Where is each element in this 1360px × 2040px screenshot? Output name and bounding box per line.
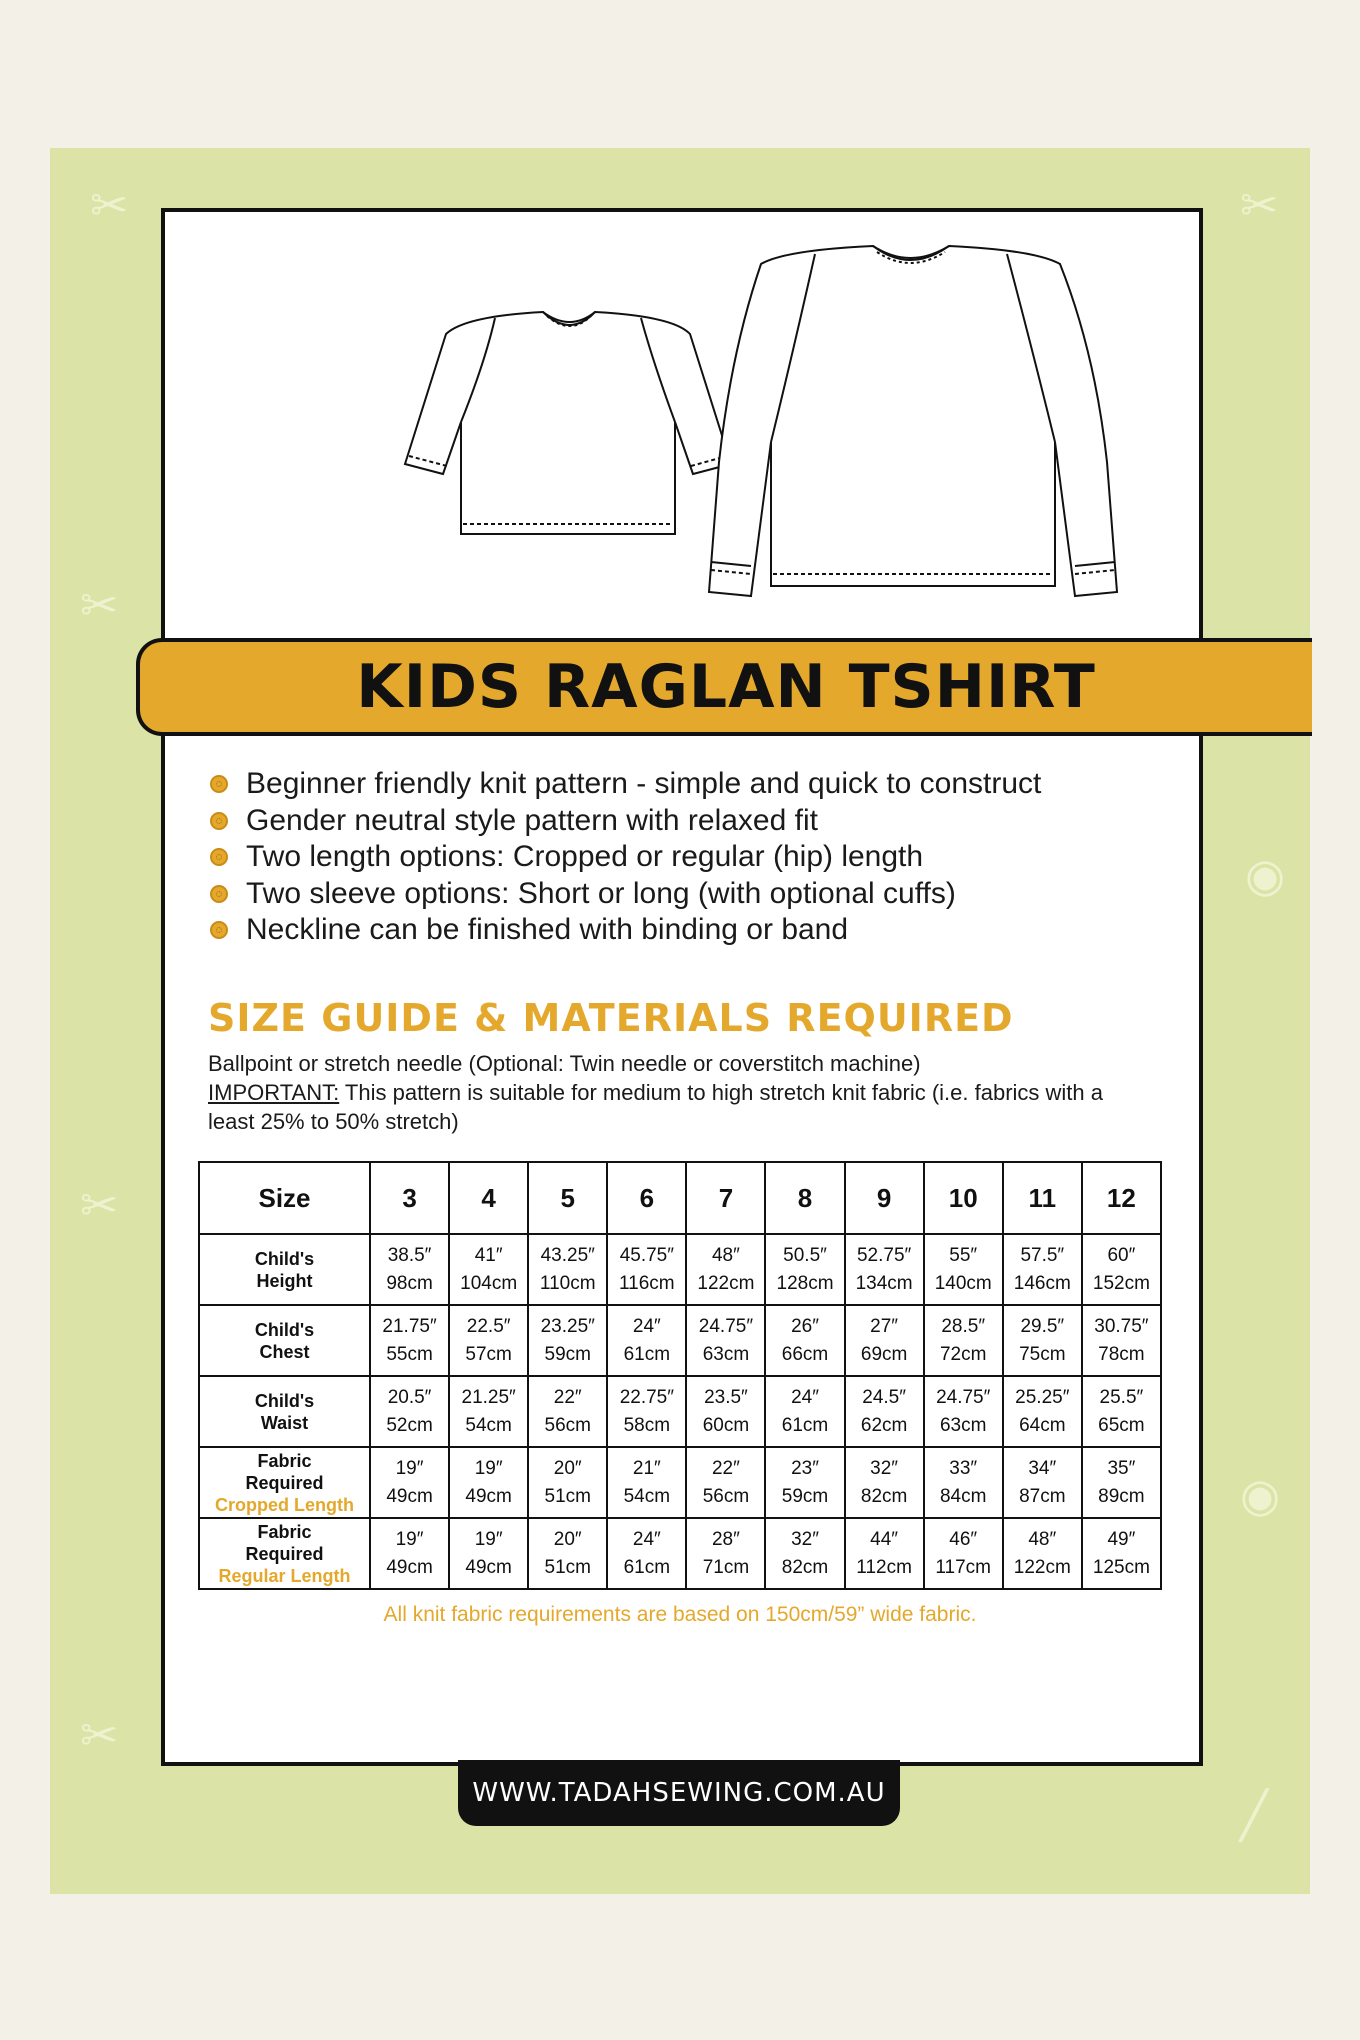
button-icon: ◉ — [1240, 1468, 1281, 1522]
size-header-cell: 9 — [845, 1162, 924, 1234]
table-cell — [528, 1376, 607, 1447]
table-row — [199, 1376, 1161, 1447]
button-bullet-icon — [210, 848, 228, 866]
feature-item: Two length options: Cropped or regular (hip) length — [210, 839, 1150, 876]
cell-cm: 49cm — [465, 1556, 512, 1578]
cell-inches: 34″ — [1028, 1457, 1057, 1479]
cell-cm: 71cm — [702, 1556, 750, 1578]
row-label-line: Fabric — [257, 1450, 312, 1471]
table-cell — [370, 1234, 449, 1305]
cell-inches: 32″ — [870, 1457, 899, 1479]
table-cell — [1003, 1376, 1082, 1447]
table-cell — [765, 1234, 844, 1305]
cell-cm: 128cm — [776, 1272, 834, 1294]
cell-cm: 61cm — [781, 1414, 829, 1436]
table-cell — [1082, 1305, 1161, 1376]
table-row — [199, 1234, 1161, 1305]
table-cell — [370, 1518, 449, 1589]
cell-cm: 61cm — [623, 1556, 671, 1578]
feature-list — [210, 766, 1150, 949]
page-title: KIDS RAGLAN TSHIRT — [356, 652, 1096, 722]
scissors-icon: ✂ — [1240, 178, 1279, 232]
row-label-line: Required — [245, 1472, 324, 1493]
cell-cm: 72cm — [939, 1343, 987, 1365]
needle-note: Ballpoint or stretch needle (Optional: Twin needle or coverstitch machine) — [208, 1051, 921, 1076]
row-label-length: Regular Length — [218, 1565, 351, 1586]
cell-inches: 49″ — [1107, 1528, 1136, 1550]
cell-inches: 21.25″ — [461, 1386, 516, 1408]
important-label: IMPORTANT: — [208, 1080, 340, 1105]
cell-cm: 58cm — [623, 1414, 671, 1436]
cell-inches: 20″ — [553, 1528, 582, 1550]
title-banner — [136, 638, 1312, 736]
table-cell — [765, 1305, 844, 1376]
table-cell — [1082, 1234, 1161, 1305]
cell-cm: 62cm — [860, 1414, 908, 1436]
size-header-cell: 8 — [765, 1162, 844, 1234]
cell-cm: 59cm — [544, 1343, 591, 1365]
table-cell — [686, 1376, 765, 1447]
cell-cm: 112cm — [856, 1556, 912, 1578]
table-cell — [607, 1447, 686, 1518]
size-header-cell: 7 — [686, 1162, 765, 1234]
cell-inches: 22.5″ — [466, 1315, 511, 1337]
row-label — [199, 1234, 370, 1305]
table-cell — [765, 1518, 844, 1589]
table-cell — [845, 1376, 924, 1447]
size-header-cell: 4 — [449, 1162, 528, 1234]
row-label-line: Child's — [254, 1319, 315, 1340]
regular-tshirt-illustration — [709, 246, 1117, 596]
cell-cm: 54cm — [623, 1485, 671, 1507]
button-bullet-icon — [210, 775, 228, 793]
scissors-icon: ✂ — [90, 178, 129, 232]
scissors-icon: ✂ — [80, 1708, 119, 1762]
size-header-label: Size — [199, 1162, 370, 1234]
feature-item: Gender neutral style pattern with relaxed fit — [210, 803, 1150, 840]
cell-inches: 24.5″ — [862, 1386, 906, 1408]
table-cell — [845, 1305, 924, 1376]
cell-cm: 57cm — [465, 1343, 512, 1365]
size-header-cell: 10 — [924, 1162, 1003, 1234]
table-cell — [607, 1305, 686, 1376]
table-cell — [845, 1234, 924, 1305]
cell-inches: 26″ — [791, 1315, 819, 1337]
cell-inches: 43.25″ — [540, 1244, 595, 1266]
cell-inches: 35″ — [1107, 1457, 1136, 1479]
table-cell — [370, 1447, 449, 1518]
cell-inches: 50.5″ — [783, 1244, 827, 1266]
cell-cm: 51cm — [544, 1556, 591, 1578]
cell-cm: 82cm — [860, 1485, 908, 1507]
table-cell — [1082, 1447, 1161, 1518]
cell-cm: 63cm — [702, 1343, 750, 1365]
table-cell — [1003, 1447, 1082, 1518]
cell-inches: 33″ — [949, 1457, 978, 1479]
cell-cm: 56cm — [702, 1485, 750, 1507]
table-cell — [607, 1234, 686, 1305]
table-cell — [845, 1518, 924, 1589]
cell-inches: 38.5″ — [387, 1244, 432, 1266]
cell-inches: 55″ — [949, 1244, 978, 1266]
table-cell — [924, 1447, 1003, 1518]
table-cell — [924, 1518, 1003, 1589]
cell-inches: 22″ — [553, 1386, 582, 1408]
cell-inches: 19″ — [474, 1528, 503, 1550]
cell-cm: 125cm — [1092, 1556, 1150, 1578]
table-cell — [1003, 1234, 1082, 1305]
cell-inches: 28.5″ — [941, 1315, 986, 1337]
row-label — [199, 1305, 370, 1376]
cell-inches: 20.5″ — [387, 1386, 432, 1408]
cell-inches: 41″ — [474, 1244, 503, 1266]
cell-inches: 46″ — [949, 1528, 978, 1550]
cell-cm: 82cm — [781, 1556, 829, 1578]
table-cell — [845, 1447, 924, 1518]
cell-inches: 48″ — [711, 1244, 740, 1266]
cell-cm: 117cm — [935, 1556, 992, 1578]
materials-notes — [208, 1049, 1148, 1136]
row-label — [199, 1518, 370, 1589]
table-cell — [686, 1305, 765, 1376]
size-table-body — [199, 1234, 1161, 1589]
button-bullet-icon — [210, 885, 228, 903]
table-cell — [924, 1305, 1003, 1376]
cell-inches: 22.75″ — [619, 1386, 674, 1408]
cell-cm: 49cm — [386, 1556, 433, 1578]
cell-cm: 69cm — [860, 1343, 908, 1365]
cell-cm: 134cm — [855, 1272, 913, 1294]
cell-cm: 122cm — [1013, 1556, 1071, 1578]
cell-inches: 24″ — [632, 1528, 661, 1550]
important-note — [208, 1078, 1148, 1136]
cell-cm: 146cm — [1013, 1272, 1071, 1294]
row-label-line: Waist — [260, 1412, 309, 1433]
table-row — [199, 1305, 1161, 1376]
cell-inches: 19″ — [395, 1457, 424, 1479]
button-icon: ◉ — [1245, 848, 1286, 902]
feature-item: Two sleeve options: Short or long (with optional cuffs) — [210, 876, 1150, 913]
table-cell — [765, 1376, 844, 1447]
cell-cm: 140cm — [934, 1272, 992, 1294]
button-bullet-icon — [210, 921, 228, 939]
cell-inches: 60″ — [1107, 1244, 1136, 1266]
fabric-footnote: All knit fabric requirements are based on 150cm/59” wide fabric. — [383, 1603, 977, 1626]
cell-inches: 44″ — [870, 1528, 899, 1550]
cell-cm: 49cm — [386, 1485, 433, 1507]
table-cell — [528, 1518, 607, 1589]
cell-cm: 75cm — [1019, 1343, 1066, 1365]
cell-cm: 65cm — [1098, 1414, 1145, 1436]
feature-item: Beginner friendly knit pattern - simple and quick to construct — [210, 766, 1150, 803]
button-bullet-icon — [210, 812, 228, 830]
cell-cm: 66cm — [781, 1343, 829, 1365]
cell-inches: 30.75″ — [1094, 1315, 1149, 1337]
size-header-cell: 11 — [1003, 1162, 1082, 1234]
table-cell — [686, 1234, 765, 1305]
cell-inches: 24″ — [791, 1386, 819, 1408]
cell-cm: 89cm — [1098, 1485, 1145, 1507]
row-label-line: Child's — [254, 1248, 315, 1269]
cell-cm: 116cm — [619, 1272, 675, 1294]
cell-inches: 25.5″ — [1099, 1386, 1144, 1408]
size-header-cell: 6 — [607, 1162, 686, 1234]
cell-inches: 20″ — [553, 1457, 582, 1479]
cell-inches: 22″ — [711, 1457, 740, 1479]
size-header-row — [199, 1162, 1161, 1234]
cell-cm: 52cm — [386, 1414, 433, 1436]
size-header-cell: 5 — [528, 1162, 607, 1234]
row-label-line: Chest — [259, 1341, 310, 1362]
cell-cm: 54cm — [465, 1414, 512, 1436]
cell-inches: 21.75″ — [382, 1315, 437, 1337]
scissors-icon: ✂ — [80, 1178, 119, 1232]
cell-cm: 152cm — [1092, 1272, 1150, 1294]
cell-cm: 87cm — [1019, 1485, 1066, 1507]
table-cell — [924, 1234, 1003, 1305]
table-cell — [686, 1447, 765, 1518]
cropped-tshirt-illustration — [405, 312, 731, 534]
table-cell — [607, 1376, 686, 1447]
cell-cm: 78cm — [1098, 1343, 1145, 1365]
size-guide-heading: SIZE GUIDE & MATERIALS REQUIRED — [208, 996, 1014, 1040]
table-cell — [1003, 1305, 1082, 1376]
table-cell — [449, 1376, 528, 1447]
cell-inches: 57.5″ — [1020, 1244, 1065, 1266]
cell-inches: 25.25″ — [1015, 1386, 1070, 1408]
table-cell — [1082, 1376, 1161, 1447]
cell-inches: 27″ — [870, 1315, 899, 1337]
size-table — [198, 1161, 1162, 1590]
size-header-cell: 3 — [370, 1162, 449, 1234]
table-cell — [1003, 1518, 1082, 1589]
website-link[interactable]: WWW.TADAHSEWING.COM.AU — [458, 1760, 900, 1826]
cell-inches: 29.5″ — [1020, 1315, 1065, 1337]
cell-cm: 55cm — [386, 1343, 433, 1365]
table-cell — [528, 1305, 607, 1376]
cell-inches: 45.75″ — [619, 1244, 674, 1266]
cell-cm: 104cm — [460, 1272, 518, 1294]
cell-inches: 28″ — [711, 1528, 740, 1550]
cell-inches: 23.25″ — [540, 1315, 595, 1337]
cell-inches: 32″ — [791, 1528, 819, 1550]
table-cell — [528, 1447, 607, 1518]
row-label-line: Child's — [254, 1390, 315, 1411]
cell-inches: 24″ — [632, 1315, 661, 1337]
row-label-line: Required — [245, 1543, 324, 1564]
cell-cm: 60cm — [702, 1414, 750, 1436]
table-cell — [765, 1447, 844, 1518]
table-cell — [370, 1376, 449, 1447]
important-text: This pattern is suitable for medium to high stretch knit fabric (i.e. fabrics with a least 25% to 50% stretch) — [208, 1080, 1104, 1134]
row-label-line: Fabric — [257, 1521, 312, 1542]
table-cell — [449, 1518, 528, 1589]
cell-cm: 98cm — [386, 1272, 433, 1294]
table-cell — [1082, 1518, 1161, 1589]
cell-inches: 21″ — [632, 1457, 661, 1479]
cell-inches: 23″ — [791, 1457, 819, 1479]
cell-cm: 64cm — [1019, 1414, 1066, 1436]
row-label — [199, 1447, 370, 1518]
row-label — [199, 1376, 370, 1447]
table-row — [199, 1518, 1161, 1589]
cell-cm: 59cm — [781, 1485, 829, 1507]
cell-inches: 52.75″ — [856, 1244, 912, 1266]
cell-inches: 24.75″ — [936, 1386, 991, 1408]
cell-inches: 48″ — [1028, 1528, 1057, 1550]
row-label-line: Height — [256, 1270, 313, 1291]
cell-cm: 49cm — [465, 1485, 512, 1507]
cell-inches: 19″ — [474, 1457, 503, 1479]
size-header-cell: 12 — [1082, 1162, 1161, 1234]
cell-cm: 110cm — [539, 1272, 596, 1294]
cell-inches: 24.75″ — [698, 1315, 754, 1337]
table-cell — [924, 1376, 1003, 1447]
row-label-length: Cropped Length — [215, 1494, 354, 1515]
cell-cm: 122cm — [697, 1272, 755, 1294]
cell-cm: 63cm — [939, 1414, 987, 1436]
table-row — [199, 1447, 1161, 1518]
cell-cm: 56cm — [544, 1414, 591, 1436]
table-cell — [686, 1518, 765, 1589]
feature-item: Neckline can be finished with binding or band — [210, 912, 1150, 949]
table-cell — [449, 1305, 528, 1376]
needle-icon: ╱ — [1240, 1788, 1268, 1842]
cell-inches: 23.5″ — [704, 1386, 748, 1408]
cell-inches: 19″ — [395, 1528, 424, 1550]
garment-illustrations — [165, 212, 1199, 632]
scissors-icon: ✂ — [80, 578, 119, 632]
cell-cm: 84cm — [939, 1485, 987, 1507]
table-cell — [449, 1447, 528, 1518]
cell-cm: 61cm — [623, 1343, 671, 1365]
table-cell — [607, 1518, 686, 1589]
table-cell — [449, 1234, 528, 1305]
table-cell — [528, 1234, 607, 1305]
table-cell — [370, 1305, 449, 1376]
cell-cm: 51cm — [544, 1485, 591, 1507]
